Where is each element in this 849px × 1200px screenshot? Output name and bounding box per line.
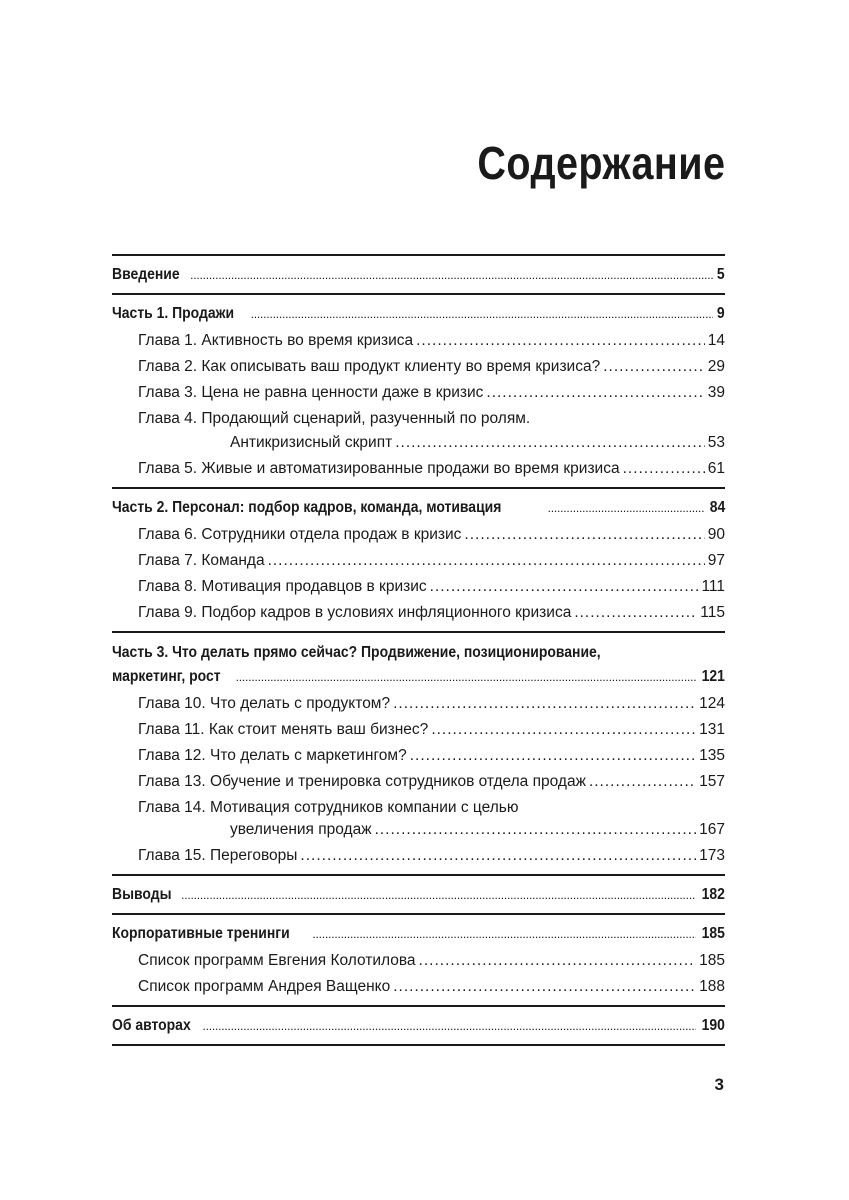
toc-entry-page: 188 bbox=[699, 978, 725, 995]
dot-leader bbox=[548, 498, 705, 518]
toc-entry-chapter-1[interactable] bbox=[112, 331, 725, 351]
toc-section-intro bbox=[112, 256, 725, 293]
toc-entry-label: Глава 11. Как стоит менять ваш бизнес? bbox=[138, 721, 429, 738]
toc-entry-label: Глава 12. Что делать с маркетингом? bbox=[138, 747, 407, 764]
dot-leader bbox=[589, 772, 696, 792]
dot-leader bbox=[202, 1016, 696, 1036]
toc-entry-label: Глава 3. Цена не равна ценности даже в кризис bbox=[138, 384, 484, 401]
toc-entry-trainings[interactable] bbox=[112, 924, 725, 944]
toc-entry-label: Глава 9. Подбор кадров в условиях инфляционного кризиса bbox=[138, 604, 572, 621]
toc-entry-page: 190 bbox=[701, 1017, 725, 1034]
toc-entry-page: 121 bbox=[701, 668, 725, 685]
toc-entry-page: 167 bbox=[699, 821, 725, 838]
toc-entry-chapter-13[interactable] bbox=[112, 772, 725, 792]
toc-section-trainings bbox=[112, 915, 725, 1005]
toc-entry-chapter-10[interactable] bbox=[112, 694, 725, 714]
toc-entry-label-continued: Антикризисный скрипт bbox=[230, 434, 393, 451]
toc-entry-label: Глава 1. Активность во время кризиса bbox=[138, 332, 414, 349]
toc-entry-label: Глава 7. Команда bbox=[138, 552, 265, 569]
toc-entry-label: Глава 10. Что делать с продуктом? bbox=[138, 695, 391, 712]
toc-entry-chapter-6[interactable] bbox=[112, 525, 725, 545]
dot-leader bbox=[430, 577, 699, 597]
toc-entry-chapter-15[interactable] bbox=[112, 846, 725, 866]
toc-entry-chapter-4[interactable] bbox=[112, 409, 725, 453]
toc-entry-label: Список программ Евгения Колотилова bbox=[138, 952, 416, 969]
toc-entry-page: 90 bbox=[707, 526, 725, 543]
dot-leader bbox=[574, 603, 697, 623]
dot-leader bbox=[603, 357, 705, 377]
toc-entry-label: Список программ Андрея Ващенко bbox=[138, 978, 391, 995]
dot-leader bbox=[251, 304, 714, 324]
toc-entry-chapter-3[interactable] bbox=[112, 383, 725, 403]
dot-leader bbox=[464, 525, 704, 545]
toc-section-part1 bbox=[112, 295, 725, 487]
dot-leader bbox=[236, 667, 696, 687]
toc-entry-page: 115 bbox=[700, 604, 725, 621]
toc-entry-page: 5 bbox=[717, 266, 725, 283]
toc-entry-label: Корпоративные тренинги bbox=[112, 925, 290, 942]
toc-entry-page: 135 bbox=[699, 747, 725, 764]
toc-entry-label: Часть 3. Что делать прямо сейчас? Продвижение, позиционирование, bbox=[112, 644, 601, 661]
toc-entry-label: Глава 14. Мотивация сотрудников компании с целью bbox=[138, 799, 519, 816]
toc-entry-page: 39 bbox=[707, 384, 725, 401]
toc-entry-label: Часть 2. Персонал: подбор кадров, команда, мотивация bbox=[112, 499, 502, 516]
toc-entry-page: 182 bbox=[701, 886, 725, 903]
toc-entry-page: 173 bbox=[699, 847, 725, 864]
dot-leader bbox=[268, 551, 705, 571]
dot-leader bbox=[190, 265, 713, 285]
toc-entry-page: 157 bbox=[699, 773, 725, 790]
toc-entry-label: Глава 2. Как описывать ваш продукт клиенту во время кризиса? bbox=[138, 358, 601, 375]
dot-leader bbox=[393, 977, 696, 997]
toc-entry-label: Введение bbox=[112, 266, 180, 283]
toc-entry-authors[interactable] bbox=[112, 1016, 725, 1036]
toc-entry-chapter-14[interactable] bbox=[112, 798, 725, 840]
toc-entry-label: Глава 5. Живые и автоматизированные продажи во время кризиса bbox=[138, 460, 620, 477]
dot-leader bbox=[393, 694, 696, 714]
dot-leader bbox=[419, 951, 697, 971]
toc-entry-part2[interactable] bbox=[112, 498, 725, 518]
toc-entry-chapter-9[interactable] bbox=[112, 603, 725, 623]
dot-leader bbox=[410, 746, 696, 766]
toc-entry-page: 29 bbox=[707, 358, 725, 375]
toc-entry-page: 185 bbox=[699, 952, 725, 969]
toc-entry-part1[interactable] bbox=[112, 304, 725, 324]
toc-entry-page: 131 bbox=[699, 721, 725, 738]
table-of-contents bbox=[112, 254, 725, 1046]
toc-entry-label: Глава 8. Мотивация продавцов в кризис bbox=[138, 578, 427, 595]
toc-entry-page: 84 bbox=[709, 499, 725, 516]
toc-entry-page: 61 bbox=[707, 460, 725, 477]
toc-entry-label: Глава 13. Обучение и тренировка сотрудников отдела продаж bbox=[138, 773, 586, 790]
page-title: Содержание bbox=[476, 137, 725, 189]
dot-leader bbox=[375, 820, 697, 840]
toc-entry-intro[interactable] bbox=[112, 265, 725, 285]
toc-entry-chapter-7[interactable] bbox=[112, 551, 725, 571]
toc-section-authors bbox=[112, 1007, 725, 1044]
toc-entry-label: Глава 6. Сотрудники отдела продаж в кризис bbox=[138, 526, 462, 543]
toc-entry-page: 111 bbox=[701, 578, 725, 595]
toc-entry-page: 14 bbox=[707, 332, 725, 349]
toc-section-conclusions bbox=[112, 876, 725, 913]
toc-entry-conclusions[interactable] bbox=[112, 885, 725, 905]
toc-section-part3 bbox=[112, 633, 725, 874]
dot-leader bbox=[300, 846, 696, 866]
toc-entry-chapter-8[interactable] bbox=[112, 577, 725, 597]
divider bbox=[112, 1044, 725, 1046]
dot-leader bbox=[486, 383, 704, 403]
toc-section-part2 bbox=[112, 489, 725, 631]
toc-entry-label: Глава 15. Переговоры bbox=[138, 847, 298, 864]
toc-entry-chapter-5[interactable] bbox=[112, 459, 725, 479]
toc-entry-program-list-1[interactable] bbox=[112, 951, 725, 971]
toc-entry-chapter-11[interactable] bbox=[112, 720, 725, 740]
dot-leader bbox=[395, 433, 705, 453]
dot-leader bbox=[416, 331, 705, 351]
dot-leader bbox=[312, 924, 696, 944]
toc-entry-chapter-2[interactable] bbox=[112, 357, 725, 377]
page-number: 3 bbox=[714, 1075, 724, 1094]
toc-entry-label: Глава 4. Продающий сценарий, разученный по ролям. bbox=[138, 410, 531, 427]
toc-entry-page: 97 bbox=[707, 552, 725, 569]
toc-entry-label: Об авторах bbox=[112, 1017, 191, 1034]
toc-entry-chapter-12[interactable] bbox=[112, 746, 725, 766]
toc-entry-part3[interactable] bbox=[112, 642, 725, 687]
toc-entry-page: 124 bbox=[699, 695, 725, 712]
toc-entry-page: 185 bbox=[701, 925, 725, 942]
toc-entry-page: 53 bbox=[707, 434, 725, 451]
dot-leader bbox=[181, 885, 696, 905]
toc-entry-label: Часть 1. Продажи bbox=[112, 305, 235, 322]
toc-entry-label-continued: увеличения продаж bbox=[230, 821, 372, 838]
toc-entry-label: Выводы bbox=[112, 886, 172, 903]
dot-leader bbox=[623, 459, 705, 479]
toc-entry-page: 9 bbox=[717, 305, 725, 322]
toc-entry-program-list-2[interactable] bbox=[112, 977, 725, 997]
dot-leader bbox=[431, 720, 696, 740]
toc-entry-label-continued: маркетинг, рост bbox=[112, 668, 221, 685]
